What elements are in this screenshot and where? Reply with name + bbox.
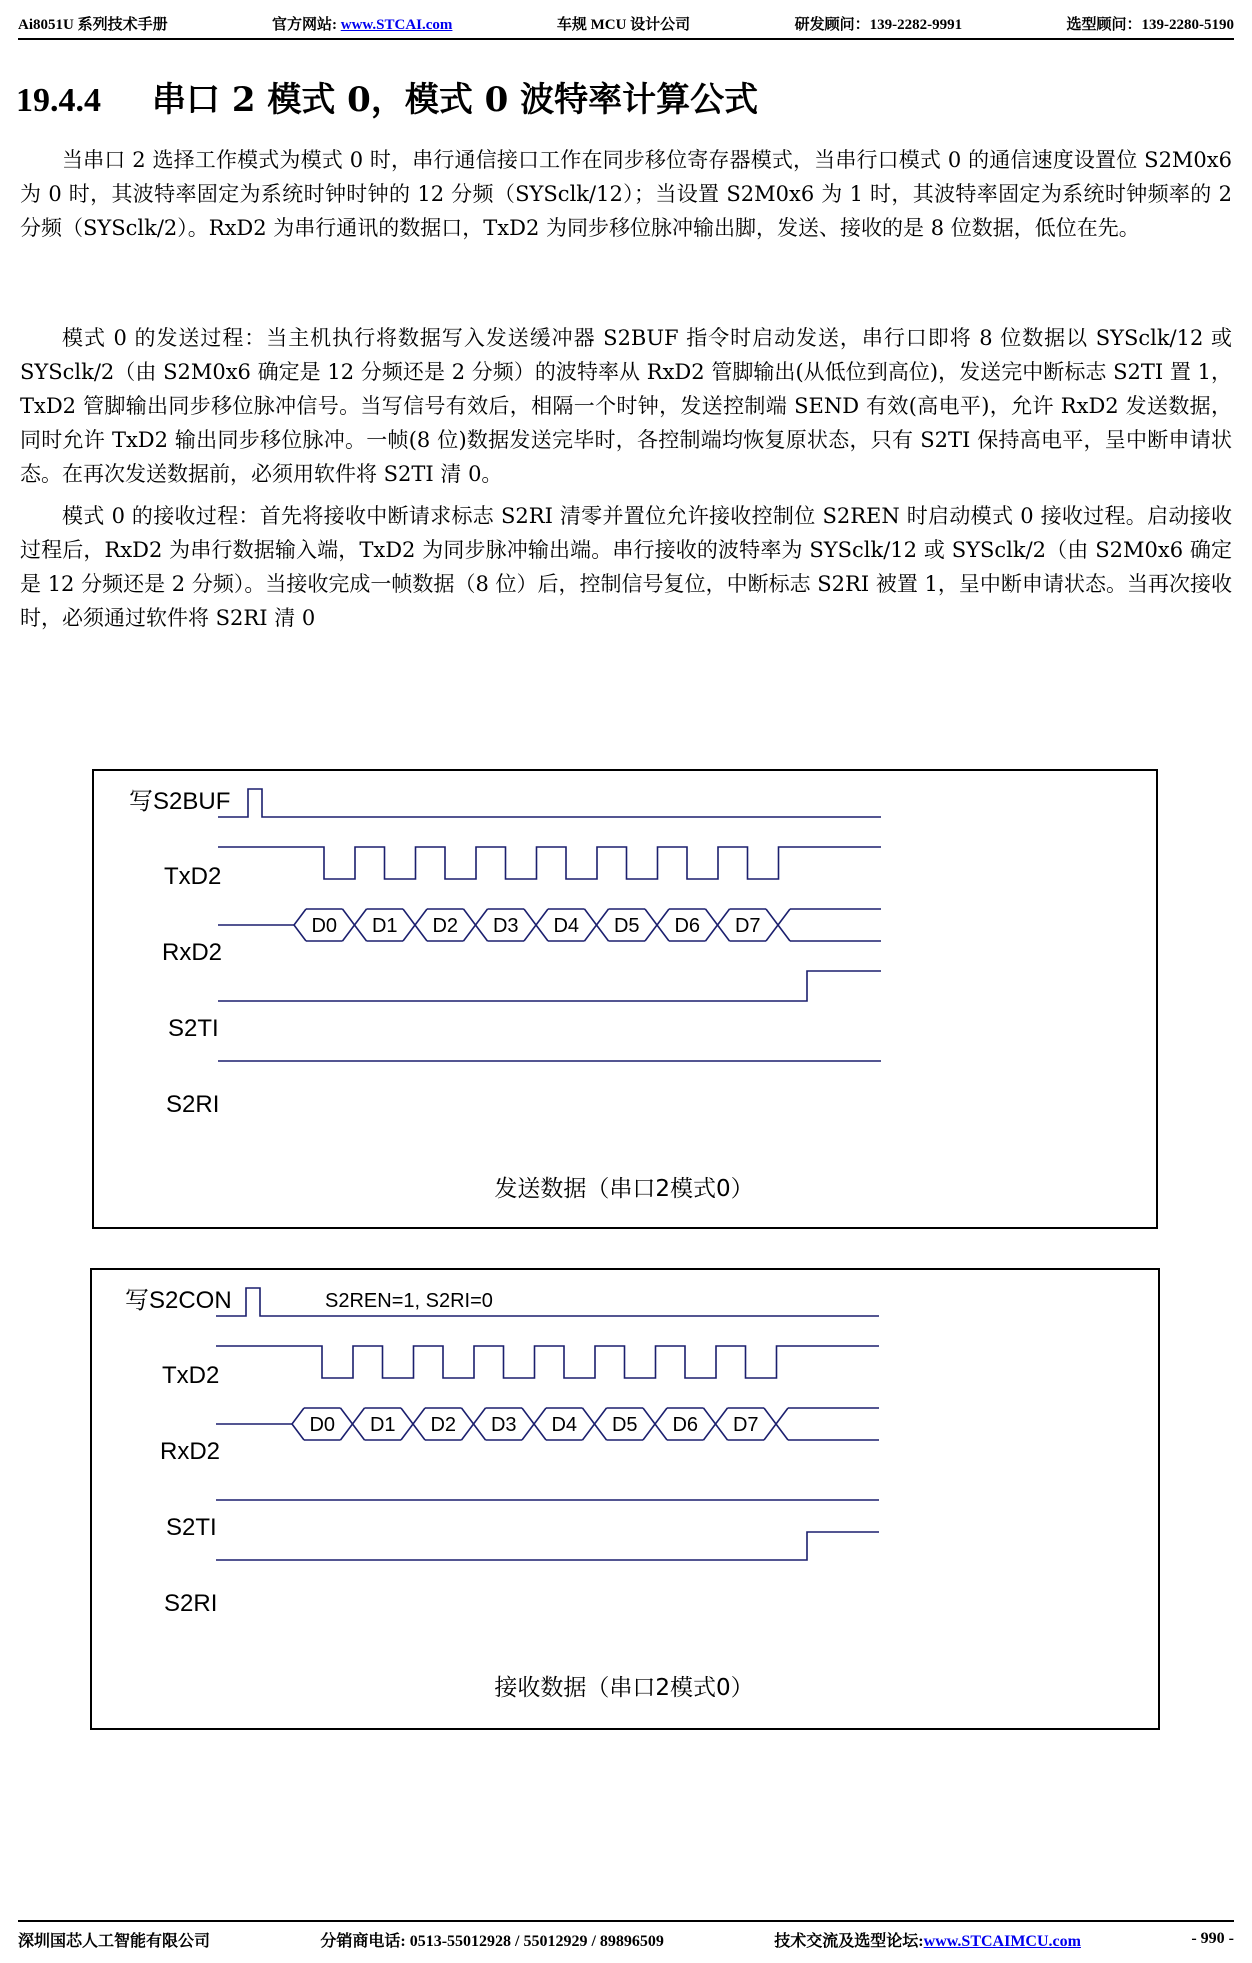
signal-label: S2TI <box>168 1015 219 1042</box>
rxd2-transition <box>403 909 415 941</box>
signal-label: 写S2CON <box>125 1287 232 1314</box>
rxd2-bit-label: D0 <box>311 915 338 937</box>
signal-label: TxD2 <box>164 863 222 890</box>
rxd2-transition <box>401 1408 413 1440</box>
rxd2-transition <box>464 909 476 941</box>
rxd2-transition <box>343 909 355 941</box>
diagram-caption: 发送数据（串口2模式0） <box>494 1176 754 1202</box>
footer-phone: 分销商电话: 0513-55012928 / 55012929 / 89896509 <box>320 1932 664 1950</box>
signal-label: RxD2 <box>162 939 223 966</box>
rxd2-transition <box>643 1408 655 1440</box>
section-title: 串口 2 模式 0，模式 0 波特率计算公式 <box>152 80 759 120</box>
section-heading <box>16 72 758 121</box>
rxd2-transition <box>583 1408 595 1440</box>
rxd2-bit-label: D3 <box>490 1414 517 1436</box>
rxd2-transition <box>534 1408 546 1440</box>
rxd2-bit-label: D5 <box>611 1414 638 1436</box>
paragraph-send-process: 模式 0 的发送过程：当主机执行将数据写入发送缓冲器 S2BUF 指令时启动发送，串行口即将 8 位数据以 SYSclk/12 或 SYSclk/2（由 S2M0x6 确定是 12 分频还是 2 分频）的波特率从 RxD2 管脚输出(从低位到高位)，发送完中断标志 S2TI 置 1，TxD2 管脚输出同步移位脉冲信号。当写信号有效后，相隔一个时钟，发送控制端 SEND 有效(高电平)，允许 RxD2 发送数据，同时允许 TxD2 输出同步移位脉冲。一帧(8 位)数据发送完毕时，各控制端均恢复原状态，只有 S2TI 保持高电平，呈中断申请状态。在再次发送数据前，必须用软件将 S2TI 清 0。 <box>20 326 1232 486</box>
manual-title: Ai8051U 系列技术手册 <box>18 16 168 33</box>
page-number: - 990 - <box>1191 1930 1234 1947</box>
section-number: 19.4.4 <box>16 82 101 119</box>
rxd2-transition <box>704 1408 716 1440</box>
rxd2-transition <box>462 1408 474 1440</box>
site-label: 官方网站: <box>272 16 341 33</box>
forum-link[interactable]: www.STCAIMCU.com <box>923 1932 1081 1950</box>
rxd2-bit-label: D2 <box>432 915 459 937</box>
rxd2-transition <box>718 909 730 941</box>
rxd2-transition <box>657 909 669 941</box>
signal-label: S2TI <box>166 1514 217 1541</box>
forum-label: 技术交流及选型论坛: <box>774 1932 924 1950</box>
rxd2-bit-label: D6 <box>674 915 701 937</box>
rxd2-transition <box>353 1408 365 1440</box>
signal-label: S2RI <box>164 1590 218 1617</box>
rxd2-transition <box>645 909 657 941</box>
rxd2-transition <box>764 1408 776 1440</box>
rxd2-transition <box>716 1408 728 1440</box>
company-tagline: 车规 MCU 设计公司 <box>556 16 691 33</box>
diagram-caption: 接收数据（串口2模式0） <box>494 1675 754 1701</box>
rxd2-transition <box>706 909 718 941</box>
rxd2-transition <box>778 909 790 941</box>
rxd2-transition <box>415 909 427 941</box>
rxd2-transition <box>597 909 609 941</box>
paragraph-mode0-intro: 当串口 2 选择工作模式为模式 0 时，串行通信接口工作在同步移位寄存器模式，当串行口模式 0 的通信速度设置位 S2M0x6 为 0 时，其波特率固定为系统时钟时钟的 12 分频（SYSclk/12）；当设置 S2M0x6 为 1 时，其波特率固定为系统时钟频率的 2 分频（SYSclk/2）。RxD2 为串行通讯的数据口，TxD2 为同步移位脉冲输出脚，发送、接收的是 8 位数据，低位在先。 <box>20 148 1232 240</box>
rxd2-transition <box>355 909 367 941</box>
rxd2-transition <box>776 1408 788 1440</box>
signal-label: 写S2BUF <box>129 788 231 815</box>
rxd2-transition <box>524 909 536 941</box>
rxd2-bit-label: D4 <box>551 1414 578 1436</box>
txd2-clock-wave <box>218 847 881 879</box>
signal-label: S2RI <box>166 1091 220 1118</box>
rxd2-bit-label: D7 <box>734 915 761 937</box>
s2con-note: S2REN=1, S2RI=0 <box>325 1290 493 1312</box>
rd-advisor: 研发顾问：139-2282-9991 <box>794 16 963 33</box>
rxd2-transition <box>595 1408 607 1440</box>
s2ri-wave <box>216 1532 879 1560</box>
send-timing-diagram <box>92 769 1158 1229</box>
txd2-clock-wave <box>216 1346 879 1378</box>
receive-timing-svg <box>92 1270 1162 1732</box>
rxd2-transition <box>341 1408 353 1440</box>
paragraph-receive-process: 模式 0 的接收过程：首先将接收中断请求标志 S2RI 清零并置位允许接收控制位 S2REN 时启动模式 0 接收过程。启动接收过程后，RxD2 为串行数据输入端，TxD2 为同步脉冲输出端。串行接收的波特率为 SYSclk/12 或 SYSclk/2（由 S2M0x6 确定是 12 分频还是 2 分频）。当接收完成一帧数据（8 位）后，控制信号复位，中断标志 S2RI 被置 1，呈中断申请状态。当再次接收时，必须通过软件将 S2RI 清 0 <box>20 504 1232 630</box>
footer-forum <box>774 1928 1081 1951</box>
write-strobe-wave <box>218 789 881 817</box>
rxd2-transition <box>474 1408 486 1440</box>
signal-label: TxD2 <box>162 1362 220 1389</box>
rxd2-transition <box>536 909 548 941</box>
send-timing-svg <box>94 771 1160 1231</box>
rxd2-bit-label: D3 <box>492 915 519 937</box>
rxd2-bit-label: D1 <box>369 1414 396 1436</box>
rxd2-transition <box>294 909 306 941</box>
header-divider <box>18 38 1234 40</box>
signal-label: RxD2 <box>160 1438 221 1465</box>
page-header <box>18 10 1234 36</box>
footer-divider <box>18 1920 1234 1922</box>
rxd2-transition <box>476 909 488 941</box>
rxd2-transition <box>585 909 597 941</box>
rxd2-transition <box>522 1408 534 1440</box>
selection-advisor: 选型顾问：139-2280-5190 <box>1066 16 1234 33</box>
page-footer <box>18 1924 1234 1954</box>
rxd2-bit-label: D0 <box>309 1414 336 1436</box>
official-site <box>272 13 452 34</box>
write-strobe-wave <box>216 1288 879 1316</box>
rxd2-bit-label: D2 <box>430 1414 457 1436</box>
rxd2-bit-label: D4 <box>553 915 580 937</box>
rxd2-transition <box>766 909 778 941</box>
rxd2-bit-label: D7 <box>732 1414 759 1436</box>
footer-company: 深圳国芯人工智能有限公司 <box>18 1932 211 1950</box>
rxd2-transition <box>413 1408 425 1440</box>
rxd2-transition <box>292 1408 304 1440</box>
rxd2-bit-label: D1 <box>371 915 398 937</box>
s2ti-wave <box>218 971 881 1001</box>
rxd2-bit-label: D5 <box>613 915 640 937</box>
receive-timing-diagram <box>90 1268 1160 1730</box>
rxd2-bit-label: D6 <box>672 1414 699 1436</box>
rxd2-transition <box>655 1408 667 1440</box>
site-link[interactable]: www.STCAI.com <box>340 16 453 33</box>
